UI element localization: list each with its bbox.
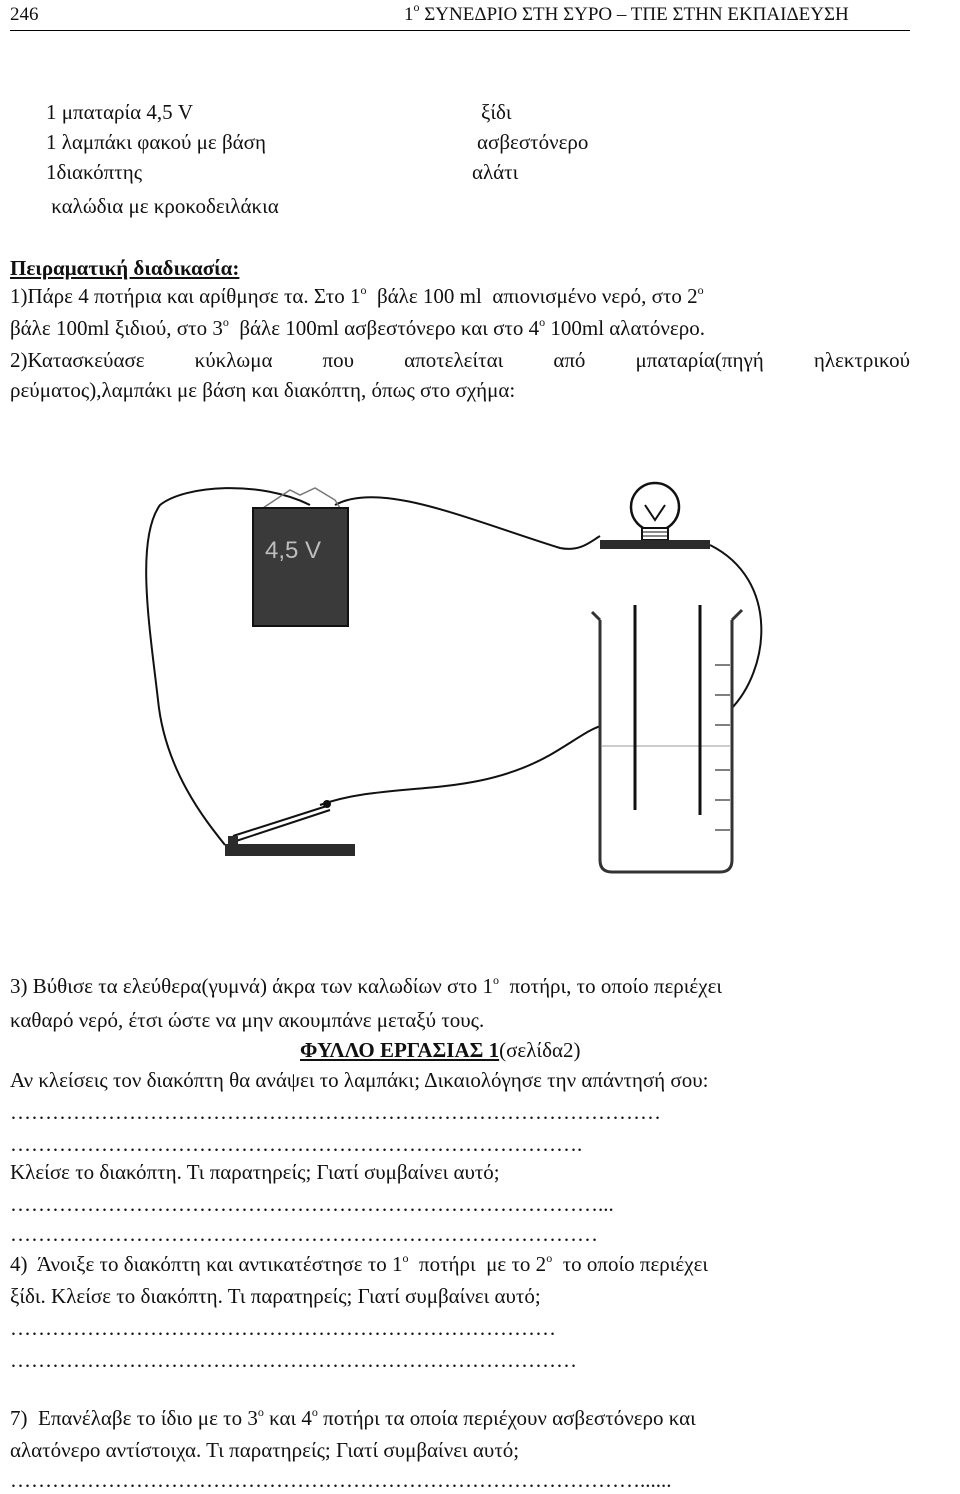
step3-line1: 3) Βύθισε τα ελεύθερα(γυμνά) άκρα των καλωδίων στο $1^o$ ποτήρι, το οποίο περιέχει <box>10 973 723 998</box>
step4-line2: ξίδι. Κλείσε το διακόπτη. Τι παρατηρείς; Γιατί συμβαίνει αυτό; <box>10 1284 541 1308</box>
material-item: αλάτι <box>472 160 519 184</box>
circuit-diagram <box>130 470 770 900</box>
procedure-heading: Πειραματική διαδικασία: <box>10 256 240 280</box>
material-item: 1 μπαταρία 4,5 V <box>46 100 194 124</box>
answer-dots: ………………………………………………………………………………… <box>10 1100 661 1124</box>
material-item: ασβεστόνερο <box>477 130 589 154</box>
battery-label: 4,5 V <box>265 537 322 564</box>
wire-battery-lamp <box>335 497 600 549</box>
page-number: 246 <box>10 4 39 25</box>
step7-line1: 7) Επανέλαβε το ίδιο με το $3^o$ και $4^o$ ποτήρι τα οποία περιέχουν ασβεστόνερο και <box>10 1405 696 1430</box>
answer-dots: ………………………………………………………………………………...... <box>10 1468 672 1492</box>
answer-dots: ……………………………………………………………………… <box>10 1348 577 1372</box>
step2-line2: ρεύματος),λαμπάκι με βάση και διακόπτη, όπως στο σχήμα: <box>10 378 516 402</box>
question-switch-lamp: Αν κλείσεις τον διακόπτη θα ανάψει το λαμπάκι; Δικαιολόγησε την απάντησή σου: <box>10 1068 709 1092</box>
question-observe: Κλείσε το διακόπτη. Τι παρατηρείς; Γιατί συμβαίνει αυτό; <box>10 1160 500 1184</box>
step4-line1: 4) Άνοιξε το διακόπτη και αντικατέστησε το $1^o$ ποτήρι με το $2^o$ το οποίο περιέχει <box>10 1251 709 1276</box>
header-rule <box>10 30 910 31</box>
material-item: 1διακόπτης <box>46 160 143 184</box>
answer-dots: …………………………………………………………………… <box>10 1316 556 1340</box>
answer-dots: ………………………………………………………………………. <box>10 1132 583 1156</box>
step1-line2: βάλε 100ml ξιδιού, στο $3^o$ βάλε 100ml ασβεστόνερο και στο $4^o$ 100ml αλατόνερο. <box>10 315 705 340</box>
step3-line2: καθαρό νερό, έτσι ώστε να μην ακουμπάνε μεταξύ τους. <box>10 1008 485 1032</box>
switch <box>225 800 355 856</box>
worksheet-title: ΦΥΛΛΟ ΕΡΓΑΣΙΑΣ 1 <box>300 1038 500 1062</box>
material-item: 1 λαμπάκι φακού με βάση <box>46 130 266 154</box>
step1-line1: 1)Πάρε 4 ποτήρια και αρίθμησε τα. Στο $1^o$ βάλε 100 ml απιονισμένο νερό, στο $2^o$ <box>10 283 704 308</box>
answer-dots: …………………………………………………………………………... <box>10 1192 614 1216</box>
battery <box>253 488 348 626</box>
step7-line2: αλατόνερο αντίστοιχα. Τι παρατηρείς; Γιατί συμβαίνει αυτό; <box>10 1438 520 1462</box>
lamp <box>600 483 710 549</box>
wire-switch-beaker <box>320 725 625 805</box>
material-item: ξίδι <box>481 100 512 124</box>
step2-line1: 2)Κατασκεύασε κύκλωμα που αποτελείται από μπαταρία(πηγή ηλεκτρικού <box>10 348 910 372</box>
worksheet-page: (σελίδα2) <box>499 1038 581 1062</box>
beaker <box>592 605 742 872</box>
material-item: καλώδια με κροκοδειλάκια <box>46 194 279 218</box>
worksheet-heading <box>300 1040 580 1061</box>
conference-title: $1^o$ ΣΥΝΕΔΡΙΟ ΣΤΗ ΣΥΡΟ – ΤΠΕ ΣΤΗΝ ΕΚΠΑΙΔΕΥΣΗ <box>404 0 849 25</box>
answer-dots: ………………………………………………………………………… <box>10 1222 598 1246</box>
